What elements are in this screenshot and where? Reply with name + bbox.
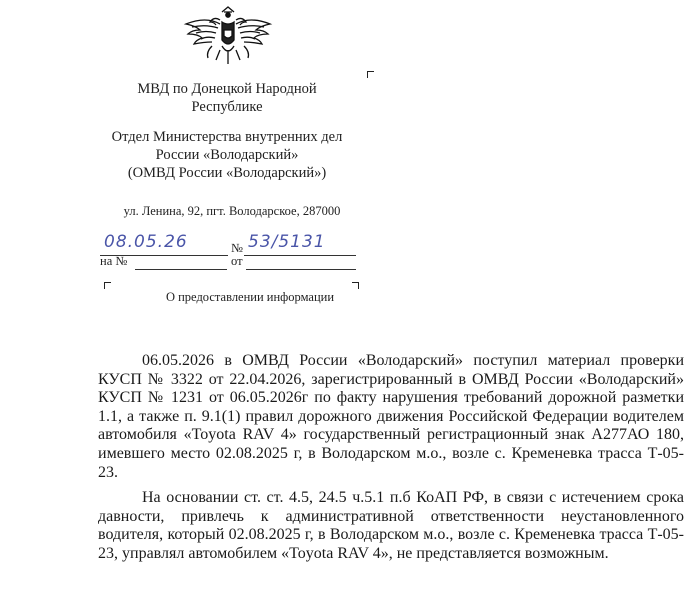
reply-to-number-label: на №: [100, 254, 128, 268]
number-underline: [244, 254, 356, 256]
handwritten-number: 53/5131: [248, 232, 326, 252]
dept-name-line3: (ОМВД России «Володарский»): [127, 165, 327, 181]
org-name-line1: МВД по Донецкой Народной: [137, 81, 317, 97]
letter-subject: О предоставлении информации: [165, 290, 335, 304]
subject-field-corner-right: [352, 282, 359, 289]
reply-to-number-underline: [135, 268, 227, 270]
department-header: [47, 128, 407, 182]
subject-field-corner-left: [104, 282, 111, 289]
handwritten-date: 08.05.26: [104, 232, 188, 252]
dept-name-line2: России «Володарский»: [155, 147, 299, 163]
body-paragraph-1: 06.05.2026 в ОМВД России «Володарский» поступил материал проверки КУСП № 3322 от 22.04.2026, зарегистрированный в ОМВД России «Володарский» КУСП № 1231 от 06.05.2026г по факту нарушения требований дорожной разметки 1.1, а также п. 9.1(1) правил дорожного движения Российской Федерации водителем автомобиля «Toyota RAV 4» государственный регистрационный знак А277АО 180, имевшего место 02.08.2025 г, в Володарском м.о., возле с. Кременевка трасса Т-05-23.: [98, 352, 684, 481]
org-name-line2: Республике: [191, 99, 263, 115]
body-paragraph-2: На основании ст. ст. 4.5, 24.5 ч.5.1 п.б КоАП РФ, в связи с истечением срока давности, привлечь к административной ответственности неустановленного водителя, который 02.08.2025 г, в Володарском м.о., возле с. Кременевка трасса Т-05-23, управлял автомобилем «Toyota RAV 4», не представляется возможным.: [98, 489, 684, 562]
dept-name-line1: Отдел Министерства внутренних дел: [111, 129, 343, 145]
reply-to-date-label: от: [231, 254, 243, 268]
address-field-corner-mark: [367, 71, 374, 78]
eagle-emblem-icon: [182, 6, 274, 68]
department-address: ул. Ленина, 92, пгт. Володарское, 287000: [123, 204, 341, 218]
organization-header: [47, 80, 407, 116]
reply-to-date-underline: [246, 268, 356, 270]
number-label: №: [231, 241, 243, 255]
